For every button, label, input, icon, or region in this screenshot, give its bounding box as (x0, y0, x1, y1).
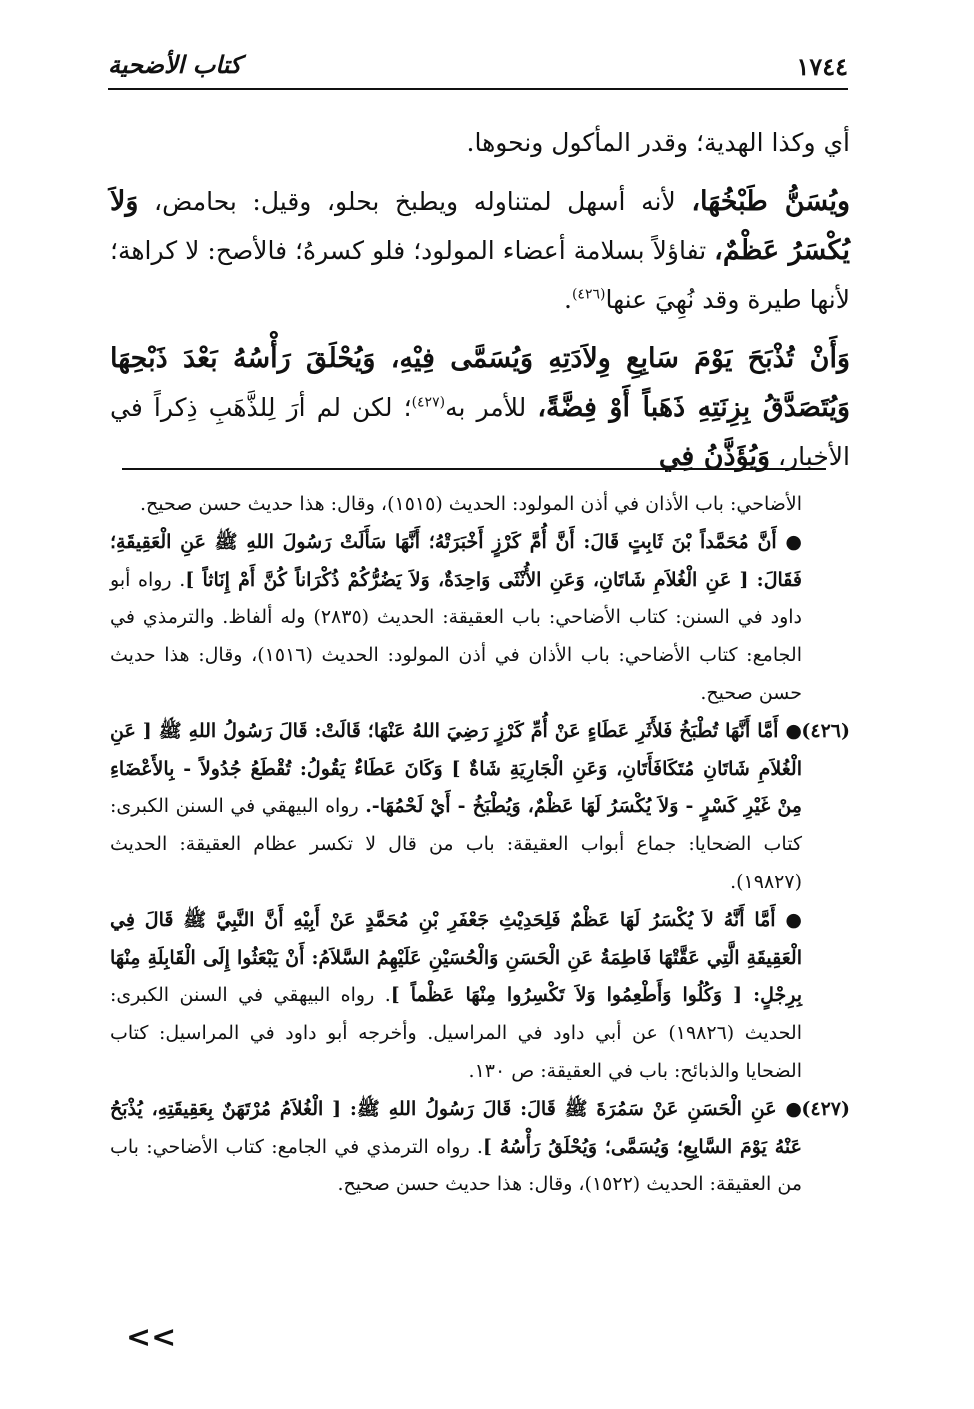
commentary-text: لأنه أسهل لمتناوله ويطبخ بحلو، وقيل: بحامض، (138, 187, 692, 216)
matn-text: وَأَنْ تُذْبَحَ يَوْمَ سَابِعِ وِلاَدَتِهِ وَيُسَمَّى فِيْهِ، وَيُحْلَقَ رَأْسُهُ بَعْدَ ذَبْحِهَا وَيُتَصَدَّقُ بِزِنَتِهِ ذَهَباً أَوْ فِضَّةً، (110, 343, 851, 423)
hadith-text: ● أَنَّ مُحَمَّداً بْنَ ثَابِتٍ قَالَ: أَنَّ أُمَّ كَرْزٍ أَخْبَرَتْهُ؛ أَنَّهَا سَأَلَتْ رَسُولَ اللهِ ﷺ عَنِ الْعَقِيقَةِ؛ فَقَالَ: [ عَنِ الْغُلاَمِ شَاتَانِ، وَعَنِ الأُنْثَى وَاحِدَةٌ، وَلاَ يَضُرُّكُمْ ذُكْرَاناً كُنَّ أَمْ إِنَاثاً ] (110, 530, 802, 591)
footnote-426-hadith (110, 902, 850, 1091)
page-number: ١٧٤٤ (796, 52, 848, 81)
footnote-427 (110, 1091, 850, 1204)
footnote-ref: (٤٢٦) (571, 286, 606, 303)
commentary-text: . (564, 285, 572, 314)
paragraph-2 (110, 177, 850, 324)
p1-text: أي وكذا الهدية؛ وقدر المأكول ونحوها. (466, 128, 850, 157)
footnote-separator (122, 468, 826, 470)
book-title: كتاب الأضحية (108, 50, 242, 79)
footnote-text: . رواه البيهقي في السنن الكبرى: الحديث (١٩٨٢٦) عن أبي داود في المراسيل. وأخرجه أبو داود في المراسيل: كتاب الضحايا والذبائح: باب في العقيقة: ص ١٣٠. (110, 984, 803, 1082)
footnote-text: الأضاحي: باب الأذان في أذن المولود: الحديث (١٥١٥)، وقال: هذا حديث حسن صحيح. (139, 493, 802, 515)
footnote-425-hadith (110, 524, 850, 713)
footnote-text: . رواه الترمذي في الجامع: كتاب الأضاحي: باب من العقيقة: الحديث (١٥٢٢)، وقال: هذا حديث حسن صحيح. (110, 1135, 802, 1196)
matn-text: وَلاَ يُكْسَرُ عَظْمٌ، (110, 186, 850, 266)
footnote-text: . رواه أبو داود في السنن: كتاب الأضاحي: باب العقيقة: الحديث (٢٨٣٥) وله ألفاظ. والترمذي في الجامع: كتاب الأضاحي: باب الأذان في أذن المولود: الحديث (١٥١٦)، وقال: هذا حديث حسن صحيح. (110, 568, 803, 704)
paragraph-1 (110, 118, 850, 167)
footnote-number: (٤٢٧) (801, 1097, 850, 1120)
matn-text: وَيُؤَذَّنُ فِي (658, 441, 771, 472)
continuation-mark: << (126, 1320, 177, 1355)
footnote-number: (٤٢٦) (801, 719, 850, 742)
commentary-text: تفاؤلاً بسلامة أعضاء المولود؛ فلو كسرهُ؛ فالأصح: لا كراهة؛ لأنها طيرة وقد نُهِيَ عنها (110, 236, 850, 314)
hadith-text: ● أَمَّا أَنَّهُ لاَ يُكْسَرُ لَهَا عَظْمٌ فَلِحَدِيْثِ جَعْفَرِ بْنِ مُحَمَّدٍ عَنْ أَبِيْهِ أَنَّ النَّبِيَّ ﷺ قَالَ فِي الْعَقِيقَةِ الَّتِي عَقَّتْهَا فَاطِمَةُ عَنِ الْحَسَنِ وَالْحُسَيْنِ عَلَيْهِمُ السَّلاَمُ: أَنْ يَبْعَثُوا إِلَى الْقَابِلَةِ مِنْهَا بِرِجْلٍ: [ وَكُلُوا وَأَطْعِمُوا وَلاَ تَكْسِرُوا مِنْهَا عَظْماً ] (110, 908, 802, 1007)
main-text (110, 118, 850, 491)
paragraph-3 (110, 334, 850, 481)
footnote-ref: (٤٢٧) (411, 394, 446, 411)
hadith-text: ● أَمَّا أَنَّهَا تُطْبَخُ فَلأَثَرِ عَطَاءٍ عَنْ أُمِّ كَرْزٍ رَضِيَ اللهُ عَنْهَا؛ قَالَتْ: قَالَ رَسُولُ اللهِ ﷺ [ عَنِ الْغُلاَمِ شَاتَانِ مُتَكَافَأَتَانِ، وَعَنِ الْجَارِيَةِ شَاةٌ ] وَكَانَ عَطَاءٌ يَقُولُ: تُقْطَعُ جُدُولاً - بِالأَعْضَاءِ مِنْ غَيْرِ كَسْرٍ - وَلاَ يُكْسَرُ لَهَا عَظْمٌ، وَيُطْبَخُ - أَيْ لَحْمُهَا-. (110, 719, 802, 818)
footnote-continued (110, 486, 850, 524)
footnotes (110, 486, 850, 1204)
footnote-text: رواه البيهقي في السنن الكبرى: كتاب الضحايا: جماع أبواب العقيقة: باب من قال لا تكسر عظام العقيقة: الحديث (١٩٨٢٧). (110, 795, 802, 893)
commentary-text: ؛ لكن لم أرَ لِلذَّهَبِ ذِكراً في الأخبار، (110, 393, 850, 471)
page-header (108, 44, 848, 90)
commentary-text: للأمر به (445, 393, 538, 422)
footnote-426 (110, 713, 850, 902)
matn-text: ويُسَنُّ طَبْخُهَا، (691, 186, 851, 217)
hadith-text: ● عَنِ الْحَسَنِ عَنْ سَمُرَةَ ﷺ قَالَ: قَالَ رَسُولُ اللهِ ﷺ: [ الْغُلاَمُ مُرْتَهَنٌ بِعَقِيقَتِهِ، يُذْبَحُ عَنْهُ يَوْمَ السَّابِعِ؛ وَيُسَمَّى؛ وَيُحْلَقُ رَأْسُهُ ] (110, 1097, 802, 1158)
